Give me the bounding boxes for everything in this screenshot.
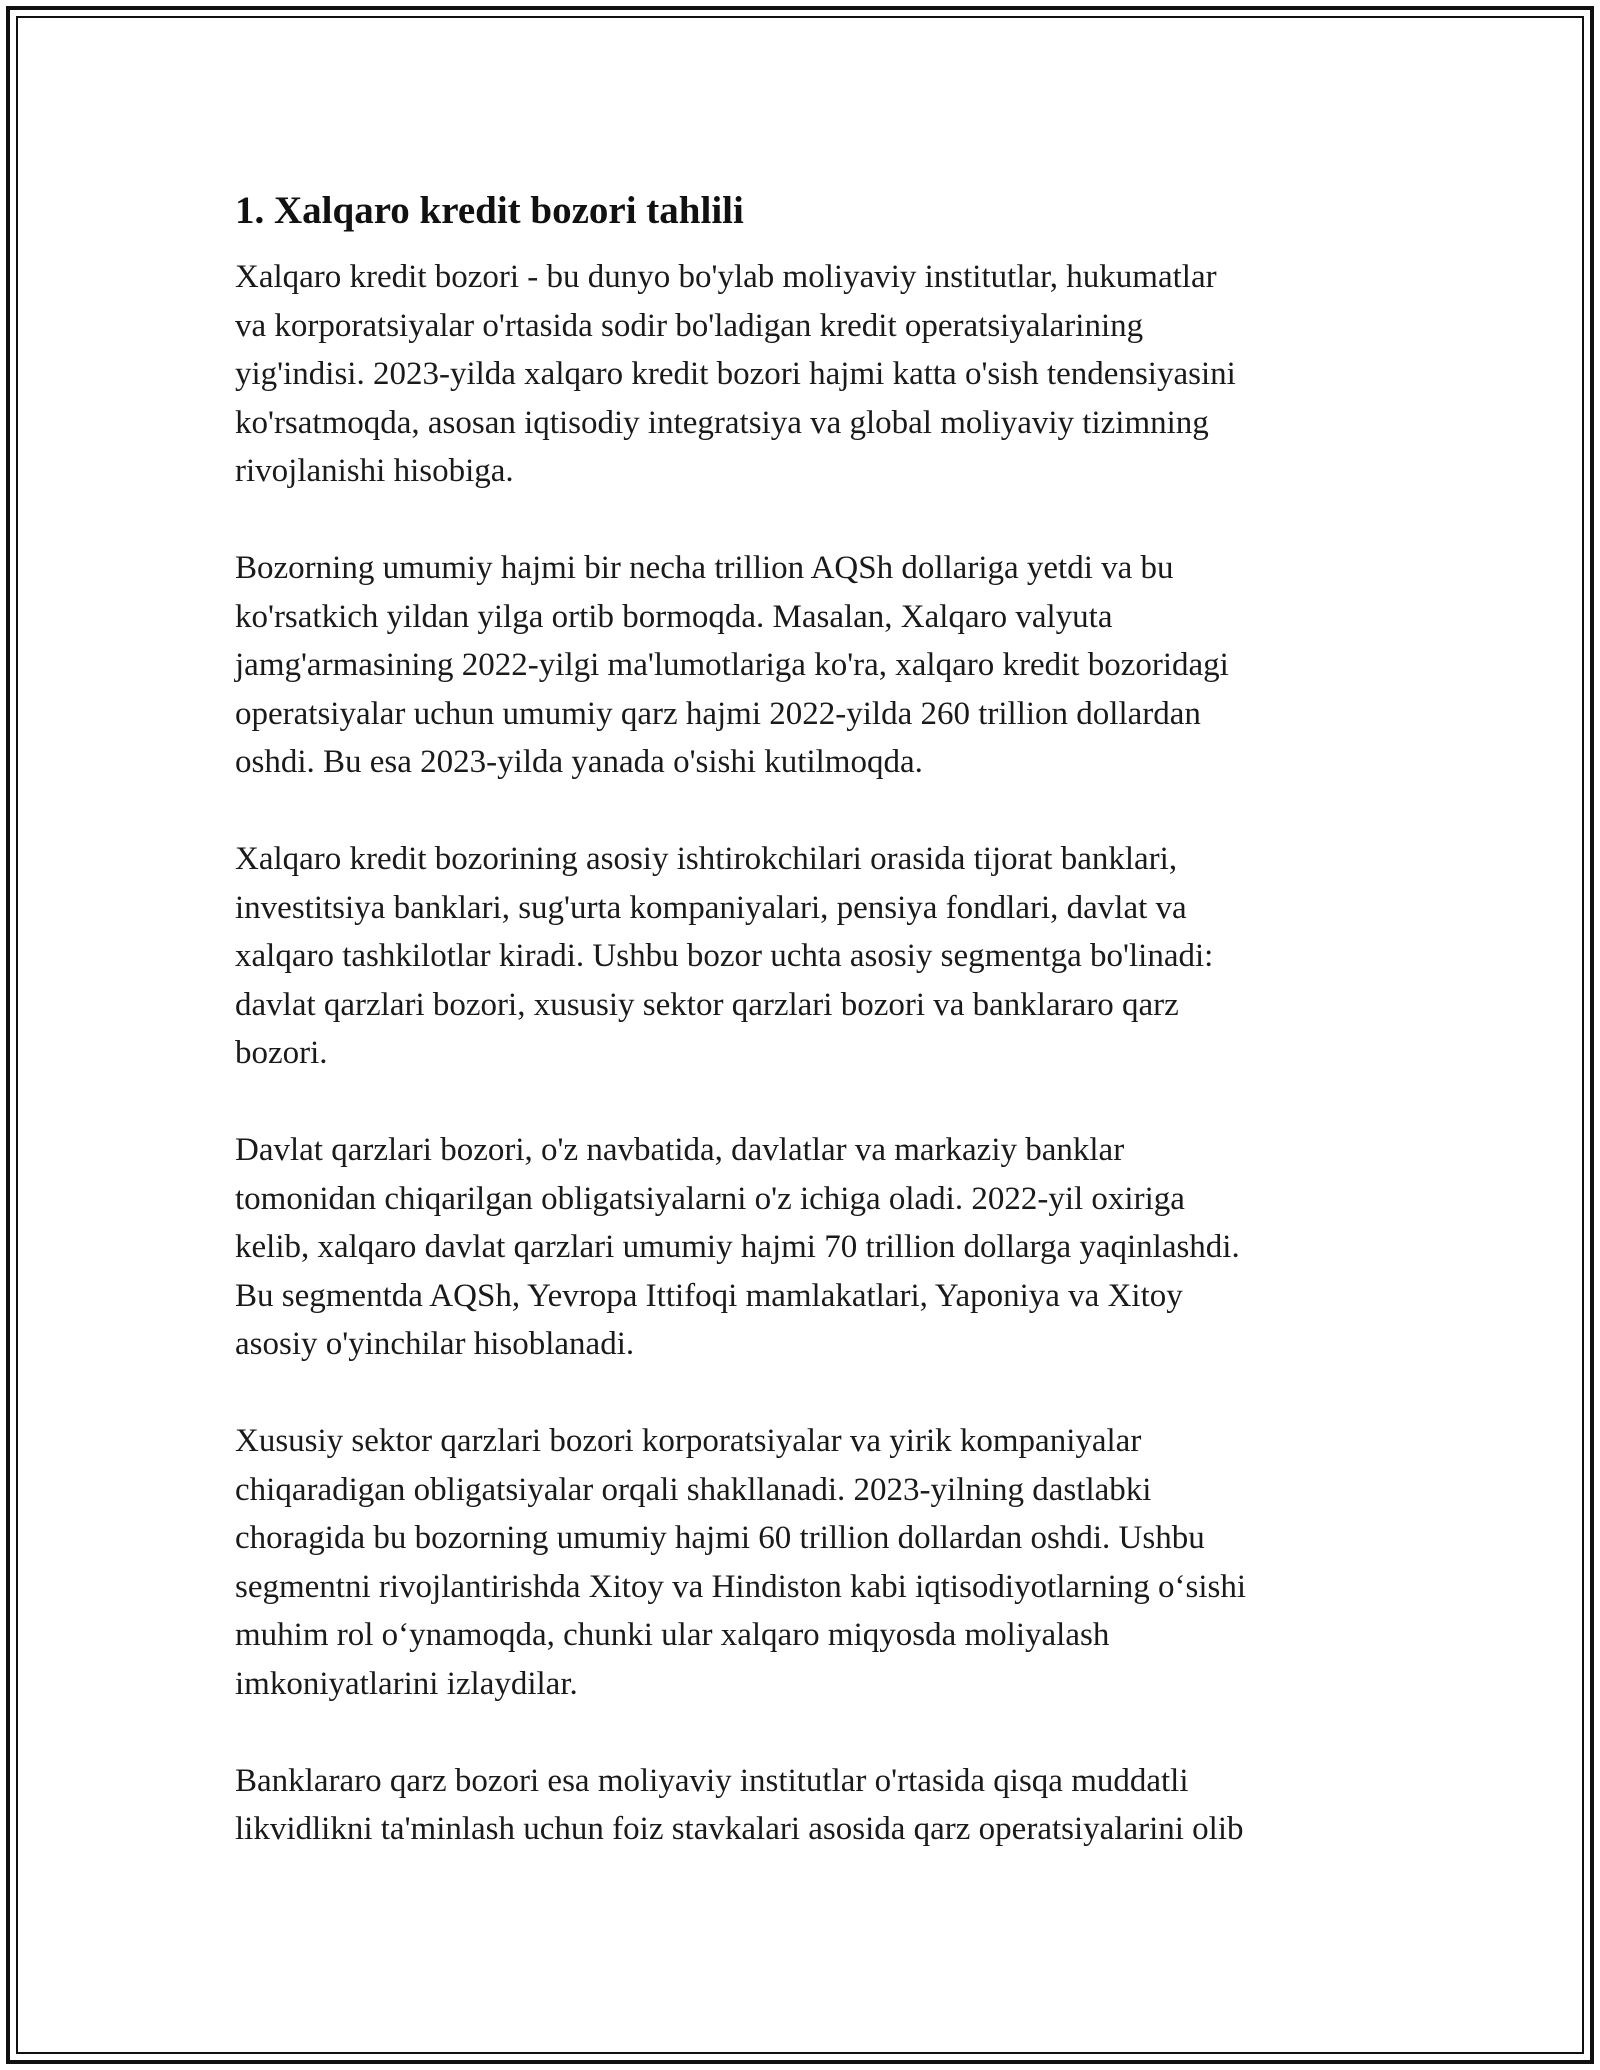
text-line: imkoniyatlarini izlaydilar. [235, 1665, 578, 1702]
text-line: Bozorning umumiy hajmi bir necha trillion AQSh dollariga yetdi va bu [235, 550, 1174, 586]
paragraph [235, 253, 1375, 496]
text-line: Xalqaro kredit bozori - bu dunyo bo'ylab moliyaviy institutlar, hukumatlar [235, 259, 1217, 295]
text-line: rivojlanishi hisobiga. [235, 453, 514, 489]
document-body [235, 185, 1375, 1902]
text-line: davlat qarzlari bozori, xususiy sektor qarzlari bozori va banklararo qarz [235, 986, 1179, 1023]
text-line: tomonidan chiqarilgan obligatsiyalarni o'z ichiga oladi. 2022-yil oxiriga [235, 1180, 1185, 1217]
text-line: ko'rsatmoqda, asosan iqtisodiy integratsiya va global moliyaviy tizimning [235, 404, 1209, 441]
paragraph [235, 1126, 1375, 1369]
text-line: ko'rsatkich yildan yilga ortib bormoqda. Masalan, Xalqaro valyuta [235, 598, 1113, 635]
text-line: va korporatsiyalar o'rtasida sodir bo'ladigan kredit operatsiyalarining [235, 307, 1144, 344]
text-line: kelib, xalqaro davlat qarzlari umumiy hajmi 70 trillion dollarga yaqinlashdi. [235, 1229, 1240, 1265]
text-line: Xususiy sektor qarzlari bozori korporatsiyalar va yirik kompaniyalar [235, 1423, 1142, 1459]
text-line: muhim rol o‘ynamoqda, chunki ular xalqaro miqyosda moliyalash [235, 1617, 1110, 1653]
text-line: investitsiya banklari, sug'urta kompaniyalari, pensiya fondlari, davlat va [235, 889, 1187, 926]
text-line: choragida bu bozorning umumiy hajmi 60 trillion dollardan oshdi. Ushbu [235, 1520, 1205, 1556]
text-line: Davlat qarzlari bozori, o'z navbatida, davlatlar va markaziy banklar [235, 1132, 1125, 1168]
text-line: asosiy o'yinchilar hisoblanadi. [235, 1326, 635, 1362]
text-line: oshdi. Bu esa 2023-yilda yanada o'sishi kutilmoqda. [235, 744, 923, 780]
text-line: segmentni rivojlantirishda Xitoy va Hindiston kabi iqtisodiyotlarning o‘sishi [235, 1568, 1246, 1605]
paragraph [235, 1757, 1375, 1854]
text-line: operatsiyalar uchun umumiy qarz hajmi 2022-yilda 260 trillion dollardan [235, 695, 1201, 732]
text-line: jamg'armasining 2022-yilgi ma'lumotlariga ko'ra, xalqaro kredit bozoridagi [235, 647, 1229, 683]
text-line: Bu segmentda AQSh, Yevropa Ittifoqi mamlakatlari, Yaponiya va Xitoy [235, 1277, 1183, 1314]
paragraph-list [235, 253, 1375, 1854]
page-title: 1. Xalqaro kredit bozori tahlili [235, 189, 744, 232]
text-line: chiqaradigan obligatsiyalar orqali shakllanadi. 2023-yilning dastlabki [235, 1471, 1152, 1508]
text-line: likvidlikni ta'minlash uchun foiz stavkalari asosida qarz operatsiyalarini olib [235, 1811, 1244, 1847]
text-line: xalqaro tashkilotlar kiradi. Ushbu bozor uchta asosiy segmentga bo'linadi: [235, 938, 1214, 974]
text-line: bozori. [235, 1035, 328, 1071]
text-line: Banklararo qarz bozori esa moliyaviy institutlar o'rtasida qisqa muddatli [235, 1762, 1189, 1799]
text-line: Xalqaro kredit bozorining asosiy ishtirokchilari orasida tijorat banklari, [235, 841, 1178, 877]
text-line: yig'indisi. 2023-yilda xalqaro kredit bozori hajmi katta o'sish tendensiyasini [235, 356, 1236, 392]
paragraph [235, 835, 1375, 1078]
paragraph [235, 544, 1375, 787]
paragraph [235, 1417, 1375, 1708]
